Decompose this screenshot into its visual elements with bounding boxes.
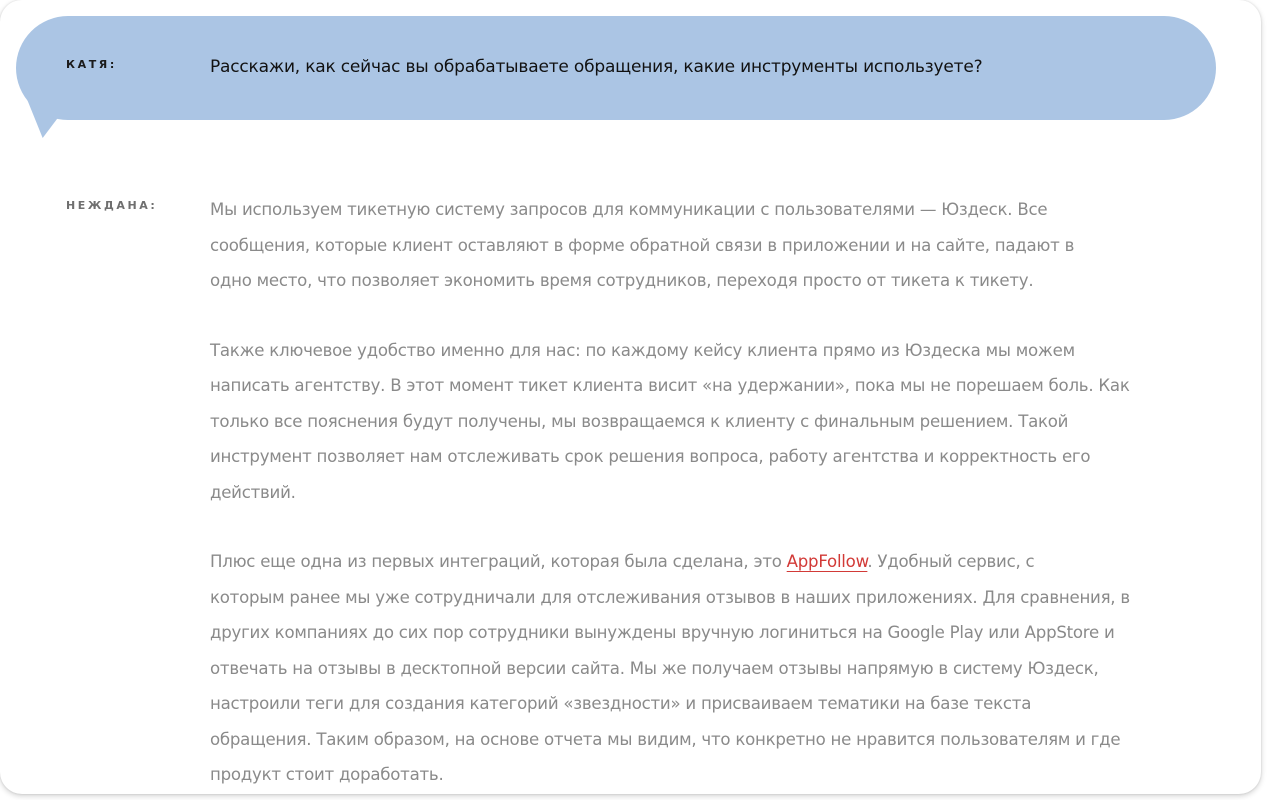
text-line: настроили теги для создания категорий «звездности» и присваиваем тематики на базе текста: [210, 694, 1032, 713]
text-line: только все пояснения будут получены, мы возвращаемся к клиенту с финальным решением. Такой: [210, 411, 1069, 431]
text-line: написать агентству. В этот момент тикет клиента висит «на удержании», пока мы не порешаем боль. Как: [210, 376, 1130, 395]
text-line: действий.: [210, 482, 296, 502]
text-line: других компаниях до сих пор сотрудники вынуждены вручную логиниться на Google Play или AppStore и: [210, 623, 1115, 642]
answer-paragraph-2: [210, 333, 1180, 511]
text-segment: Плюс еще одна из первых интеграций, которая была сделана, это: [210, 552, 787, 571]
answer-paragraph-3: [210, 544, 1180, 793]
text-segment: . Удобный сервис, с: [867, 552, 1035, 571]
text-line: инструмент позволяет нам отслеживать срок решения вопроса, работу агентства и корректность его: [210, 447, 1091, 466]
text-line: Также ключевое удобство именно для нас: по каждому кейсу клиента прямо из Юздеска мы можем: [210, 340, 1075, 360]
text-line: продукт стоит доработать.: [210, 765, 444, 784]
text-line: которым ранее мы уже сотрудничали для отслеживания отзывов в наших приложениях. Для сравнения, в: [210, 587, 1130, 607]
text-line: обращения. Таким образом, на основе отчета мы видим, что конкретно не нравится пользователям и где: [210, 729, 1121, 749]
appfollow-link[interactable]: AppFollow: [786, 552, 868, 571]
speaker-label-katya: КАТЯ:: [66, 58, 117, 71]
text-line: Мы используем тикетную систему запросов для коммуникации с пользователями — Юздеск. Все: [210, 200, 1048, 219]
answer-text: [210, 192, 1180, 794]
text-line: одно место, что позволяет экономить время сотрудников, переходя просто от тикета к тикету.: [210, 271, 1034, 290]
text-line: отвечать на отзывы в десктопной версии сайта. Мы же получаем отзывы напрямую в систему Юздеск,: [210, 658, 1099, 678]
answer-paragraph-1: [210, 192, 1180, 299]
question-text: Расскажи, как сейчас вы обрабатываете обращения, какие инструменты используете?: [210, 57, 983, 77]
text-line: сообщения, которые клиент оставляют в форме обратной связи в приложении и на сайте, падают в: [210, 235, 1075, 255]
speaker-label-nezhdana: НЕЖДАНА:: [66, 199, 158, 212]
text-line: [210, 544, 1180, 580]
